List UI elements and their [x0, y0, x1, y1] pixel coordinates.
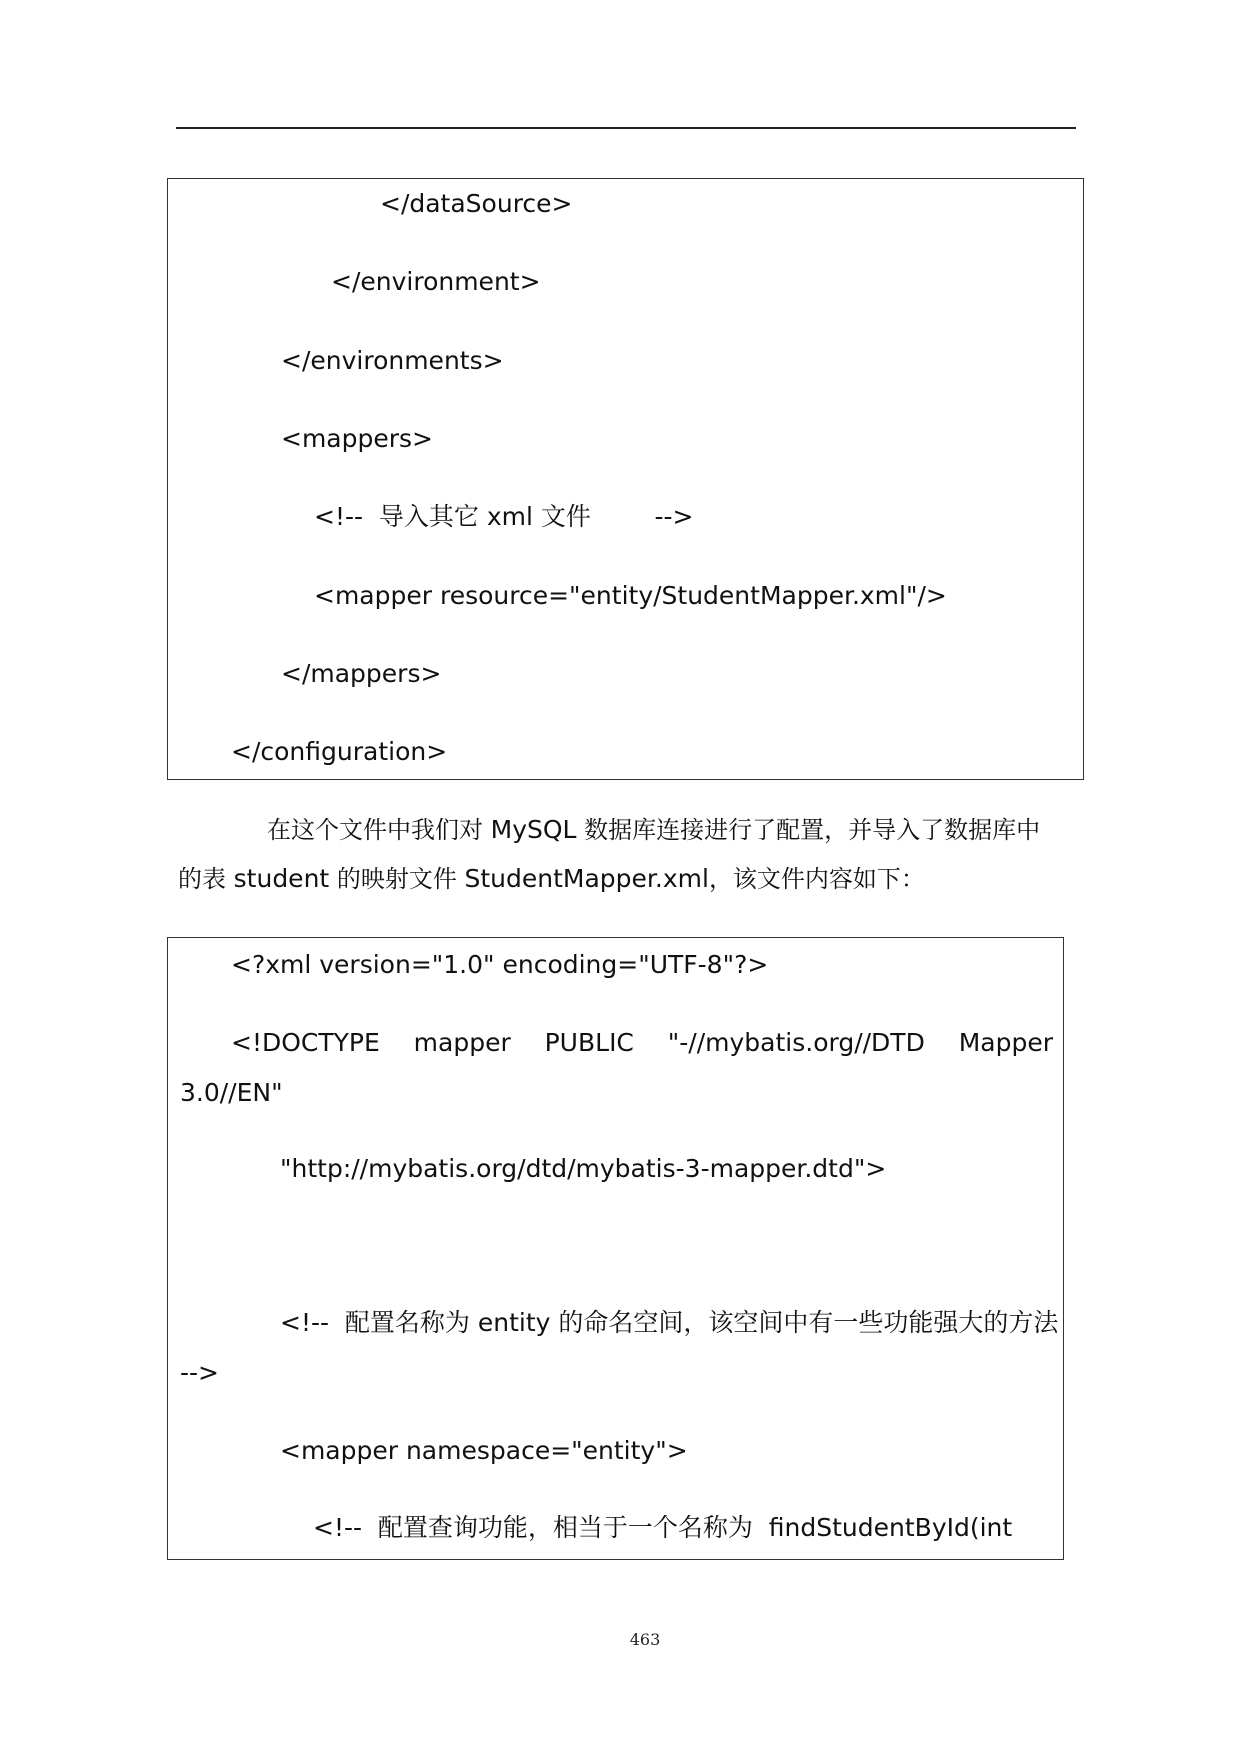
code-line: "http://mybatis.org/dtd/mybatis-3-mapper.dtd">	[280, 1154, 887, 1183]
code-line: </environment>	[331, 267, 541, 296]
code-word: Mapper	[958, 1028, 1053, 1057]
doctype-line	[231, 1028, 1053, 1058]
code-comment: <!-- 配置名称为 entity 的命名空间，该空间中有一些功能强大的方法	[280, 1308, 1059, 1337]
body-paragraph-line-1: 在这个文件中我们对 MySQL 数据库连接进行了配置，并导入了数据库中	[267, 815, 1041, 844]
code-word: PUBLIC	[544, 1028, 634, 1057]
code-line: </configuration>	[231, 737, 448, 766]
config-code-box	[167, 178, 1084, 780]
mapper-code-box	[167, 937, 1064, 1560]
code-word: mapper	[413, 1028, 511, 1057]
code-line: <?xml version="1.0" encoding="UTF-8"?>	[231, 950, 769, 979]
code-line: <!-- 导入其它 xml 文件 -->	[314, 502, 694, 531]
code-line: </environments>	[281, 346, 504, 375]
code-word: <!DOCTYPE	[231, 1028, 380, 1057]
header-rule	[176, 127, 1076, 129]
page-number: 463	[629, 1630, 661, 1649]
code-line: 3.0//EN"	[180, 1078, 283, 1107]
code-line: </mappers>	[281, 659, 442, 688]
code-line: <mappers>	[281, 424, 433, 453]
code-line: <mapper resource="entity/StudentMapper.xml"/>	[314, 581, 947, 610]
code-word: "-//mybatis.org//DTD	[667, 1028, 925, 1057]
code-comment: <!-- 配置查询功能，相当于一个名称为 findStudentById(int	[313, 1513, 1013, 1542]
code-line: -->	[180, 1358, 219, 1387]
code-line: <mapper namespace="entity">	[280, 1436, 688, 1465]
body-paragraph-line-2: 的表 student 的映射文件 StudentMapper.xml，该文件内容如下：	[178, 864, 925, 893]
code-line: </dataSource>	[380, 189, 573, 218]
